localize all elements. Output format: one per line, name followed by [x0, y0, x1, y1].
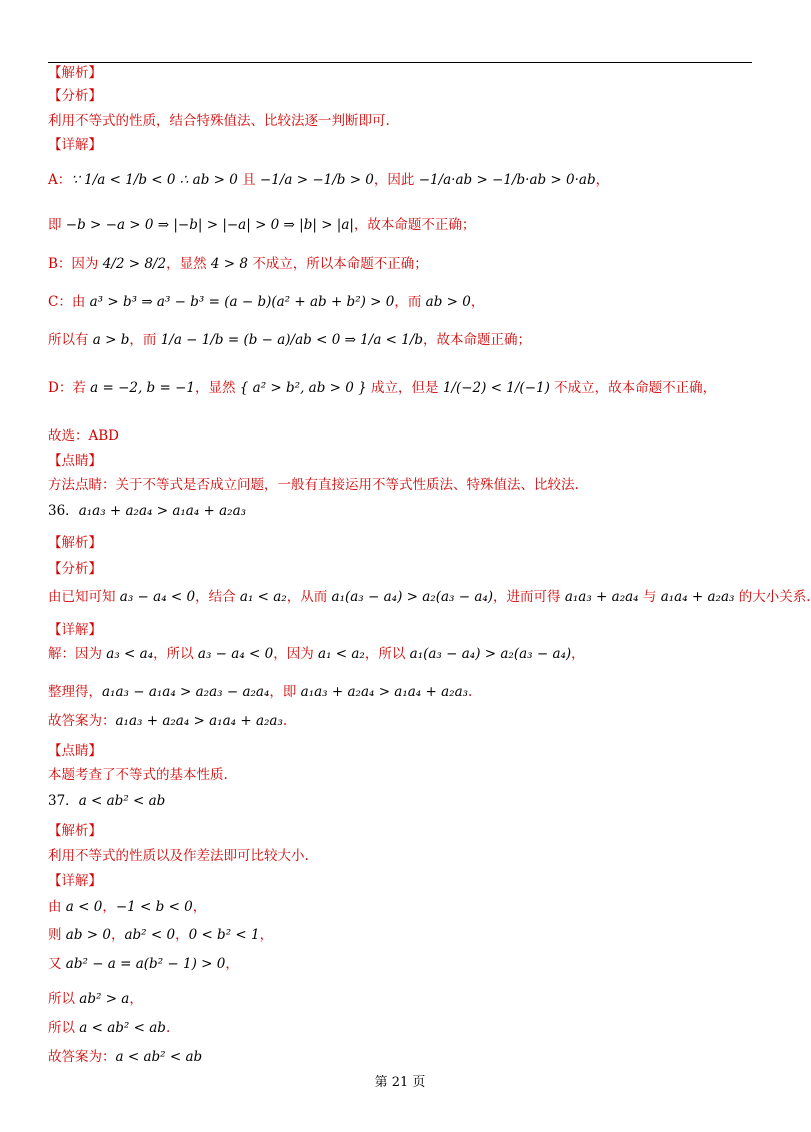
text-line — [48, 822, 102, 840]
text-line — [48, 427, 119, 445]
math-expression: ab > 0 — [65, 927, 111, 943]
math-expression: a < 0 — [65, 899, 103, 915]
text-line — [48, 379, 716, 397]
text-segment: . — [165, 1020, 171, 1036]
text-segment: ， — [571, 646, 585, 662]
math-expression: 1/a − 1/b = (b − a)/ab < 0 ⇒ 1/a < 1/b — [160, 332, 424, 348]
text-segment: B：因为 — [48, 256, 103, 272]
text-line — [48, 588, 811, 606]
text-segment: 不成立，所以本命题不正确； — [247, 256, 428, 272]
text-segment: 【解析】 — [48, 823, 102, 839]
math-expression: a₁ < a₂ — [239, 589, 287, 605]
math-expression: −1/a·ab > −1/b·ab > 0·ab — [418, 172, 596, 188]
text-segment: 即 — [48, 217, 66, 233]
text-line — [48, 955, 239, 973]
text-line — [48, 136, 102, 154]
math-expression: a = −2, b = −1 — [90, 380, 195, 396]
text-line — [48, 621, 102, 639]
text-segment: 成立，但是 — [366, 380, 443, 396]
text-segment: 【点睛】 — [48, 743, 102, 759]
text-segment: 由已知可知 — [48, 589, 120, 605]
text-segment: ，显然 — [166, 256, 211, 272]
text-segment: 【详解】 — [48, 137, 102, 153]
text-line — [48, 872, 102, 890]
text-line — [48, 766, 228, 784]
text-line — [48, 534, 102, 552]
text-segment: ， — [225, 956, 239, 972]
text-segment: C：由 — [48, 294, 90, 310]
text-segment: 且 — [237, 172, 260, 188]
text-segment: 不成立，故本命题不正确， — [549, 380, 717, 396]
math-expression: a₁ < a₂ — [318, 646, 365, 662]
page-number: 第 21 页 — [374, 1075, 426, 1090]
text-line — [48, 898, 206, 916]
text-segment: 【详解】 — [48, 873, 102, 889]
text-line — [48, 293, 484, 311]
text-line — [48, 87, 102, 105]
text-line — [48, 990, 143, 1008]
text-segment: 解：因为 — [48, 646, 107, 662]
text-segment: ， — [129, 991, 143, 1007]
math-expression: a³ > b³ ⇒ a³ − b³ = (a − b)(a² + ab + b²) > 0 — [89, 294, 395, 310]
math-expression: ab² > a — [79, 991, 130, 1007]
text-line — [48, 1048, 202, 1066]
text-line — [48, 502, 246, 520]
text-segment: 的大小关系. — [734, 589, 811, 605]
math-expression: 1/(−2) < 1/(−1) — [442, 380, 550, 396]
text-line — [48, 64, 102, 82]
text-segment: 所以 — [48, 991, 80, 1007]
math-expression: a₁(a₃ − a₄) > a₂(a₃ − a₄) — [331, 589, 494, 605]
text-segment: A： — [48, 172, 72, 188]
math-expression: a > b — [92, 332, 130, 348]
text-segment: ， — [595, 172, 610, 188]
math-expression: { a² > b², ab > 0 } — [239, 380, 367, 396]
math-expression: a₁a₄ + a₂a₃ — [660, 589, 735, 605]
math-expression: ab > 0 — [425, 294, 471, 310]
text-segment: 与 — [638, 589, 661, 605]
text-segment: 整理得， — [48, 684, 102, 700]
text-segment: . — [468, 684, 473, 700]
header-rule — [48, 62, 752, 63]
text-line — [48, 926, 273, 944]
math-expression: a₃ − a₄ < 0 — [119, 589, 196, 605]
math-expression: a < ab² < ab — [78, 793, 166, 809]
text-segment: ，所以 — [153, 646, 198, 662]
text-segment: ， — [110, 927, 125, 943]
text-segment: ， — [192, 899, 207, 915]
math-expression: a < ab² < ab — [115, 1049, 203, 1065]
text-segment: 【详解】 — [48, 622, 102, 638]
text-line — [48, 560, 102, 578]
text-segment: 故选：ABD — [48, 428, 119, 444]
text-segment: 所以 — [48, 1020, 80, 1036]
text-segment: ， — [259, 927, 274, 943]
text-segment: 【点睛】 — [48, 453, 102, 469]
text-segment: ，故本命题正确； — [423, 332, 532, 348]
math-expression: a₃ < a₄ — [106, 646, 154, 662]
text-segment: ，因为 — [273, 646, 319, 662]
math-expression: ab² < 0 — [124, 927, 176, 943]
text-line — [48, 452, 102, 470]
math-expression: a₁a₃ + a₂a₄ — [564, 589, 639, 605]
text-segment: 【解析】 — [48, 65, 102, 81]
math-expression: a₃ − a₄ < 0 — [197, 646, 274, 662]
math-expression: a₁a₃ − a₁a₄ > a₂a₃ − a₂a₄ — [102, 684, 270, 700]
text-line — [48, 331, 531, 349]
text-segment: 方法点睛：关于不等式是否成立问题，一般有直接运用不等式性质法、特殊值法、比较法. — [48, 477, 579, 493]
text-line — [48, 255, 428, 273]
math-expression: 0 < b² < 1 — [188, 927, 260, 943]
text-segment: 故答案为： — [48, 1049, 116, 1065]
text-segment: ，显然 — [195, 380, 240, 396]
text-line — [48, 683, 472, 701]
text-segment: 故答案为： — [48, 713, 116, 729]
text-segment: 由 — [48, 899, 66, 915]
text-segment: 36． — [48, 503, 79, 519]
text-segment: ，进而可得 — [493, 589, 565, 605]
math-expression: 4/2 > 8/2 — [102, 256, 167, 272]
math-expression: −1/a > −1/b > 0 — [259, 172, 374, 188]
text-segment: ， — [470, 294, 485, 310]
text-segment: ，故本命题不正确； — [353, 217, 476, 233]
text-segment: 所以有 — [48, 332, 93, 348]
math-expression: ∵ 1/a < 1/b < 0 ∴ ab > 0 — [71, 172, 238, 188]
math-expression: −b > −a > 0 ⇒ |−b| > |−a| > 0 ⇒ |b| > |a| — [65, 217, 354, 233]
text-segment: D：若 — [48, 380, 91, 396]
text-segment: ，即 — [269, 684, 301, 700]
text-line — [48, 1019, 170, 1037]
text-segment: 本题考查了不等式的基本性质. — [48, 767, 228, 783]
text-segment: ， — [102, 899, 116, 915]
math-expression: ab² − a = a(b² − 1) > 0 — [65, 956, 226, 972]
text-segment: ， — [175, 927, 189, 943]
text-segment: 利用不等式的性质，结合特殊值法、比较法逐一判断即可. — [48, 113, 390, 129]
text-segment: ，而 — [394, 294, 426, 310]
math-expression: −1 < b < 0 — [115, 899, 193, 915]
text-segment: ，而 — [129, 332, 161, 348]
text-segment: 利用不等式的性质以及作差法即可比较大小. — [48, 848, 309, 864]
text-line — [48, 792, 165, 810]
text-segment: ，结合 — [195, 589, 240, 605]
text-segment: 又 — [48, 956, 66, 972]
math-expression: a < ab² < ab — [79, 1020, 166, 1036]
math-expression: a₁(a₃ − a₄) > a₂(a₃ − a₄) — [409, 646, 572, 662]
text-line — [48, 112, 390, 130]
text-segment: 【解析】 — [48, 535, 102, 551]
text-line — [48, 742, 102, 760]
math-expression: a₁a₃ + a₂a₄ > a₁a₄ + a₂a₃ — [78, 503, 247, 519]
text-line — [48, 645, 585, 663]
text-line — [48, 712, 287, 730]
text-line — [48, 847, 309, 865]
text-line — [48, 476, 579, 494]
text-line — [48, 171, 609, 189]
math-expression: a₁a₃ + a₂a₄ > a₁a₄ + a₂a₃ — [115, 713, 283, 729]
text-segment: 则 — [48, 927, 66, 943]
text-segment: ，从而 — [286, 589, 332, 605]
text-segment: . — [282, 713, 288, 729]
text-segment: ，因此 — [373, 172, 419, 188]
text-segment: 【分析】 — [48, 88, 102, 104]
text-segment: ，所以 — [364, 646, 410, 662]
math-expression: a₁a₃ + a₂a₄ > a₁a₄ + a₂a₃ — [300, 684, 469, 700]
text-line — [48, 216, 475, 234]
text-segment: 37． — [48, 793, 79, 809]
math-expression: 4 > 8 — [210, 256, 248, 272]
text-segment: 【分析】 — [48, 561, 102, 577]
